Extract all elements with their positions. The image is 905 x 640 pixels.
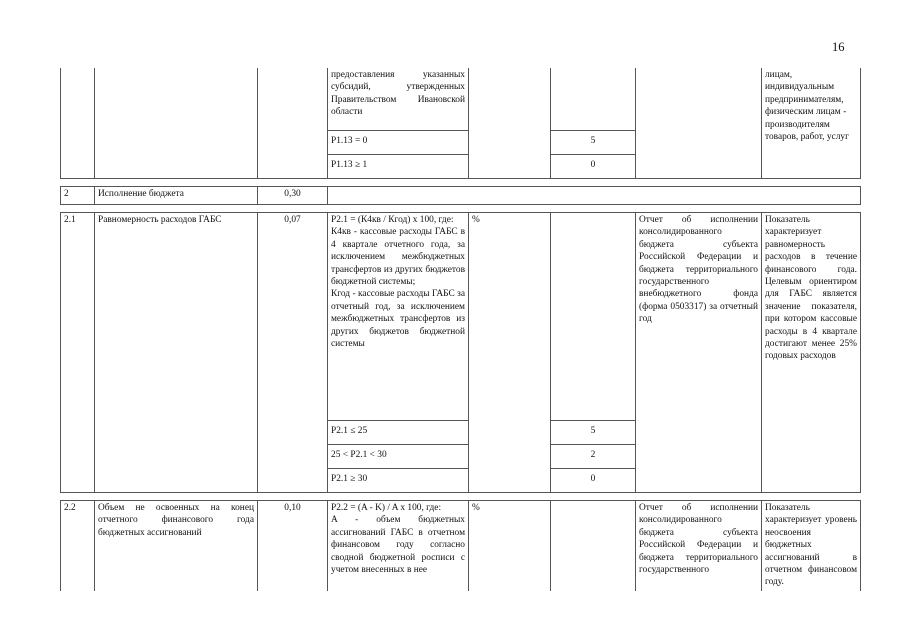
name-cell bbox=[95, 68, 258, 179]
criterion-score: 2 bbox=[551, 445, 636, 469]
page-number: 16 bbox=[832, 40, 845, 54]
row-comment: Показатель характеризует равномерность расходов в течение финансового года. Целевым ориентиром для ГАБС является значение показателя, при котором кассовые расходы в 4 квартале достигают менее 25% годовых расходов bbox=[762, 213, 861, 493]
row-name: Равномерность расходов ГАБС bbox=[95, 213, 258, 493]
comment-text: лицам, индивидуальным предпринимателям, физическим лицам - производителям товаров, работ, услуг bbox=[762, 68, 861, 179]
formula-def: К4кв - кассовые расходы ГАБС в 4 квартале отчетного года, за исключением межбюджетных трансфертов из других бюджетов бюджетной системы; bbox=[331, 227, 465, 288]
score-cell bbox=[551, 68, 636, 131]
criterion-formula: P2.1 ≤ 25 bbox=[328, 421, 469, 445]
row-source: Отчет об исполнении консолидированного бюджета субъекта Российской Федерации и бюджета территориального государственного bbox=[636, 501, 762, 592]
table-row bbox=[61, 501, 861, 592]
row-weight: 0,07 bbox=[258, 213, 328, 493]
criterion-score: 5 bbox=[551, 421, 636, 445]
unit-cell bbox=[469, 68, 551, 179]
row-unit: % bbox=[469, 501, 551, 592]
section-name: Исполнение бюджета bbox=[95, 187, 258, 205]
row-unit: % bbox=[469, 213, 551, 493]
row-source: Отчет об исполнении консолидированного бюджета субъекта Российской Федерации и бюджета территориального государственного внебюджетного фонда (форма 0503317) за отчетный год bbox=[636, 213, 762, 493]
criterion-formula: P1.13 = 0 bbox=[328, 131, 469, 155]
formula-def: Кгод - кассовые расходы ГАБС за отчетный год, за исключением межбюджетных трансфертов из других бюджетов бюджетной системы bbox=[331, 289, 465, 350]
score-cell bbox=[551, 501, 636, 592]
row-comment: Показатель характеризует уровень неосвоения бюджетных ассигнований в отчетном финансовом году. bbox=[762, 501, 861, 592]
formula-cell bbox=[328, 501, 469, 592]
formula-main: P2.2 = (A - K) / A x 100, где: bbox=[331, 503, 442, 513]
formula-cell bbox=[328, 213, 469, 421]
criterion-formula: 25 < P2.1 < 30 bbox=[328, 445, 469, 469]
criterion-score: 0 bbox=[551, 469, 636, 493]
row-num: 2.1 bbox=[61, 213, 95, 493]
row-name: Объем не освоенных на конец отчетного финансового года бюджетных ассигнований bbox=[95, 501, 258, 592]
criterion-formula: P1.13 ≥ 1 bbox=[328, 155, 469, 179]
criterion-score: 5 bbox=[551, 131, 636, 155]
section-weight: 0,30 bbox=[258, 187, 328, 205]
formula-main: P2.1 = (К4кв / Кгод) x 100, где: bbox=[331, 215, 454, 225]
weight-cell bbox=[258, 68, 328, 179]
row-weight: 0,10 bbox=[258, 501, 328, 592]
section-row bbox=[61, 187, 861, 205]
score-cell bbox=[551, 213, 636, 421]
section-empty bbox=[328, 187, 861, 205]
formula-text: предоставления указанных субсидий, утвержденных Правительством Ивановской области bbox=[328, 68, 469, 131]
table-row bbox=[61, 213, 861, 421]
criterion-score: 0 bbox=[551, 155, 636, 179]
num-cell bbox=[61, 68, 95, 179]
section-num: 2 bbox=[61, 187, 95, 205]
table-row bbox=[61, 68, 861, 131]
row-num: 2.2 bbox=[61, 501, 95, 592]
source-cell bbox=[636, 68, 762, 179]
criterion-formula: P2.1 ≥ 30 bbox=[328, 469, 469, 493]
evaluation-table bbox=[60, 68, 861, 591]
formula-def: A - объем бюджетных ассигнований ГАБС в отчетном финансовом году согласно сводной бюджетной росписи с учетом внесенных в нее bbox=[331, 515, 465, 576]
